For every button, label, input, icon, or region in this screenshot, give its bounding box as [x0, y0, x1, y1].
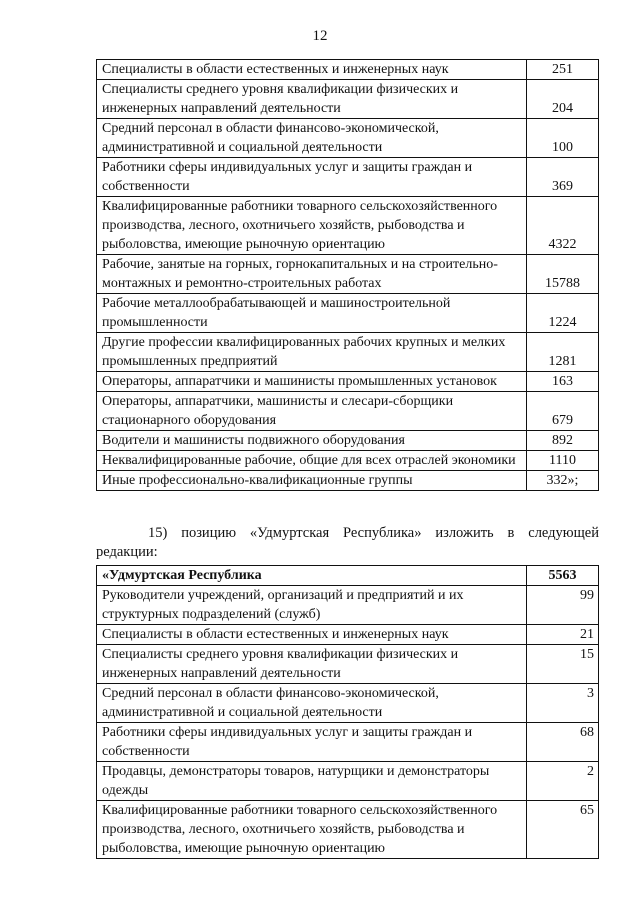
row-label: Работники сферы индивидуальных услуг и защиты граждан и собственности — [97, 723, 527, 762]
row-label: Продавцы, демонстраторы товаров, натурщики и демонстраторы одежды — [97, 762, 527, 801]
row-value: 68 — [527, 723, 599, 762]
region-total: 5563 — [527, 566, 599, 586]
table-row — [97, 645, 599, 684]
row-label: Средний персонал в области финансово-экономической, административной и социальной деятельности — [97, 119, 527, 158]
row-label: Работники сферы индивидуальных услуг и защиты граждан и собственности — [97, 158, 527, 197]
row-label: Водители и машинисты подвижного оборудования — [97, 431, 527, 451]
row-label: Специалисты среднего уровня квалификации физических и инженерных направлений деятельности — [97, 645, 527, 684]
table-header-row — [97, 566, 599, 586]
row-value: 1224 — [527, 294, 599, 333]
table-row — [97, 684, 599, 723]
row-label: Специалисты в области естественных и инженерных наук — [97, 625, 527, 645]
row-label: Операторы, аппаратчики и машинисты промышленных установок — [97, 372, 527, 392]
row-value: 15788 — [527, 255, 599, 294]
table-row — [97, 119, 599, 158]
row-value: 100 — [527, 119, 599, 158]
row-value: 65 — [527, 801, 599, 859]
row-value: 4322 — [527, 197, 599, 255]
row-label: Квалифицированные работники товарного сельскохозяйственного производства, лесного, охотничьего хозяйств, рыбоводства и рыболовства, имеющие рыночную ориентацию — [97, 801, 527, 859]
amendment-paragraph — [96, 524, 599, 562]
table-row — [97, 586, 599, 625]
udmurt-republic-table — [96, 565, 599, 859]
row-value: 99 — [527, 586, 599, 625]
region-title: «Удмуртская Республика — [97, 566, 527, 586]
row-label: Рабочие металлообрабатывающей и машиностроительной промышленности — [97, 294, 527, 333]
table-row — [97, 333, 599, 372]
paragraph-line-2: редакции: — [96, 544, 158, 560]
row-value: 21 — [527, 625, 599, 645]
row-label: Руководители учреждений, организаций и предприятий и их структурных подразделений (служб) — [97, 586, 527, 625]
row-value: 204 — [527, 80, 599, 119]
table-row — [97, 197, 599, 255]
row-label: Рабочие, занятые на горных, горнокапитальных и на строительно-монтажных и ремонтно-строительных работах — [97, 255, 527, 294]
table-row — [97, 723, 599, 762]
table-row — [97, 762, 599, 801]
table-row — [97, 294, 599, 333]
paragraph-line-1: 15) позицию «Удмуртская Республика» изложить в следующей — [148, 525, 599, 541]
row-label: Средний персонал в области финансово-экономической, административной и социальной деятельности — [97, 684, 527, 723]
table-row — [97, 625, 599, 645]
row-label: Неквалифицированные рабочие, общие для всех отраслей экономики — [97, 451, 527, 471]
row-label: Специалисты среднего уровня квалификации физических и инженерных направлений деятельности — [97, 80, 527, 119]
table-row — [97, 372, 599, 392]
row-label: Специалисты в области естественных и инженерных наук — [97, 60, 527, 80]
row-value: 369 — [527, 158, 599, 197]
row-label: Квалифицированные работники товарного сельскохозяйственного производства, лесного, охотничьего хозяйств, рыбоводства и рыболовства, имеющие рыночную ориентацию — [97, 197, 527, 255]
table-row — [97, 80, 599, 119]
row-label: Операторы, аппаратчики, машинисты и слесари-сборщики стационарного оборудования — [97, 392, 527, 431]
row-label: Иные профессионально-квалификационные группы — [97, 471, 527, 491]
row-value: 1110 — [527, 451, 599, 471]
table-row — [97, 158, 599, 197]
table-row — [97, 471, 599, 491]
table-row — [97, 60, 599, 80]
row-label: Другие профессии квалифицированных рабочих крупных и мелких промышленных предприятий — [97, 333, 527, 372]
table-row — [97, 431, 599, 451]
table-row — [97, 255, 599, 294]
row-value: 163 — [527, 372, 599, 392]
occupation-table-continued — [96, 59, 599, 491]
page-number: 12 — [312, 28, 328, 44]
row-value: 1281 — [527, 333, 599, 372]
row-value: 2 — [527, 762, 599, 801]
row-value: 3 — [527, 684, 599, 723]
row-value: 332»; — [527, 471, 599, 491]
table-row — [97, 392, 599, 431]
row-value: 15 — [527, 645, 599, 684]
table-row — [97, 451, 599, 471]
row-value: 892 — [527, 431, 599, 451]
row-value: 251 — [527, 60, 599, 80]
row-value: 679 — [527, 392, 599, 431]
table-row — [97, 801, 599, 859]
